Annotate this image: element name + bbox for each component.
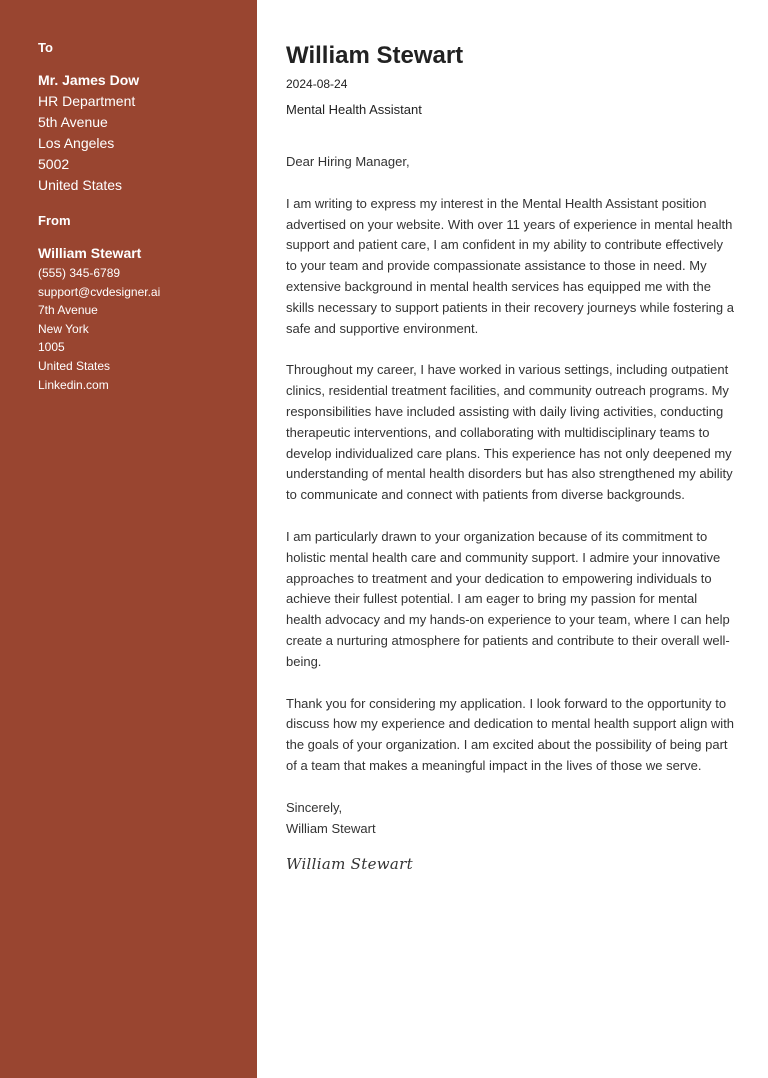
sender-street: 7th Avenue (38, 303, 98, 318)
recipient-country: United States (38, 177, 123, 193)
letter-paragraph-2: Throughout my career, I have worked in various settings, including outpatient clinics, residential treatment facilities, and community outreach programs. My responsibilities have included assisting with daily living activities, conducting therapeutic interventions, and collaborating with multidisciplinary teams to develop individualized care plans. This experience has not only deepened my understanding of mental health disorders but has also strengthened my ability to communicate and connect with patients from diverse backgrounds. (286, 362, 733, 503)
sender-linkedin: Linkedin.com (38, 377, 109, 392)
sender-phone: (555) 345-6789 (38, 266, 121, 280)
letter-paragraph-3: I am particularly drawn to your organization because of its commitment to holistic mental health care and community support. I admire your innovative approaches to treatment and your dedication to empowering individuals to achieve their fullest potential. I am eager to bring my passion for mental health advocacy and my hands-on experience to your team, where I can help create a nurturing atmosphere for patients and contribute to their overall well-being. (286, 528, 730, 669)
recipient-heading: To (38, 40, 53, 55)
recipient-city: Los Angeles (38, 135, 115, 151)
sender-email: support@cvdesigner.ai (38, 284, 161, 299)
letter-position: Mental Health Assistant (286, 102, 422, 117)
letter-body (286, 40, 736, 875)
letter-closing-name: William Stewart (286, 820, 376, 836)
letter-date: 2024-08-24 (286, 77, 348, 91)
letter-author-name: William Stewart (286, 42, 464, 69)
recipient-name: Mr. James Dow (38, 72, 140, 88)
recipient-department: HR Department (38, 93, 136, 109)
sender-country: United States (38, 358, 111, 373)
letter-paragraph-1: I am writing to express my interest in the Mental Health Assistant position advertised on your website. With over 11 years of experience in mental health support and patient care, I am confident in my ability to contribute effectively to your team and provide compassionate assistance to those in need. My extensive background in mental health services has equipped me with the skills necessary to support patients in their recovery journeys while fostering a safe and supportive environment. (286, 195, 734, 336)
letter-paragraph-4: Thank you for considering my application. I look forward to the opportunity to discuss how my experience and dedication to mental health support align with the goals of your organization. I am excited about the possibility of being part of a team that makes a meaningful impact in the lives of those we serve. (286, 695, 735, 773)
letter-closing: Sincerely, (286, 799, 343, 815)
letter-signature: William Stewart (286, 855, 413, 874)
sender-name: William Stewart (38, 245, 142, 261)
sender-city: New York (38, 321, 89, 336)
sender-heading: From (38, 213, 71, 228)
sender-zip: 1005 (38, 340, 65, 355)
letter-greeting: Dear Hiring Manager, (286, 154, 410, 169)
recipient-block (38, 40, 248, 196)
sidebar (0, 0, 257, 1078)
recipient-street: 5th Avenue (38, 114, 108, 130)
sender-block (38, 213, 248, 394)
recipient-zip: 5002 (38, 156, 70, 172)
